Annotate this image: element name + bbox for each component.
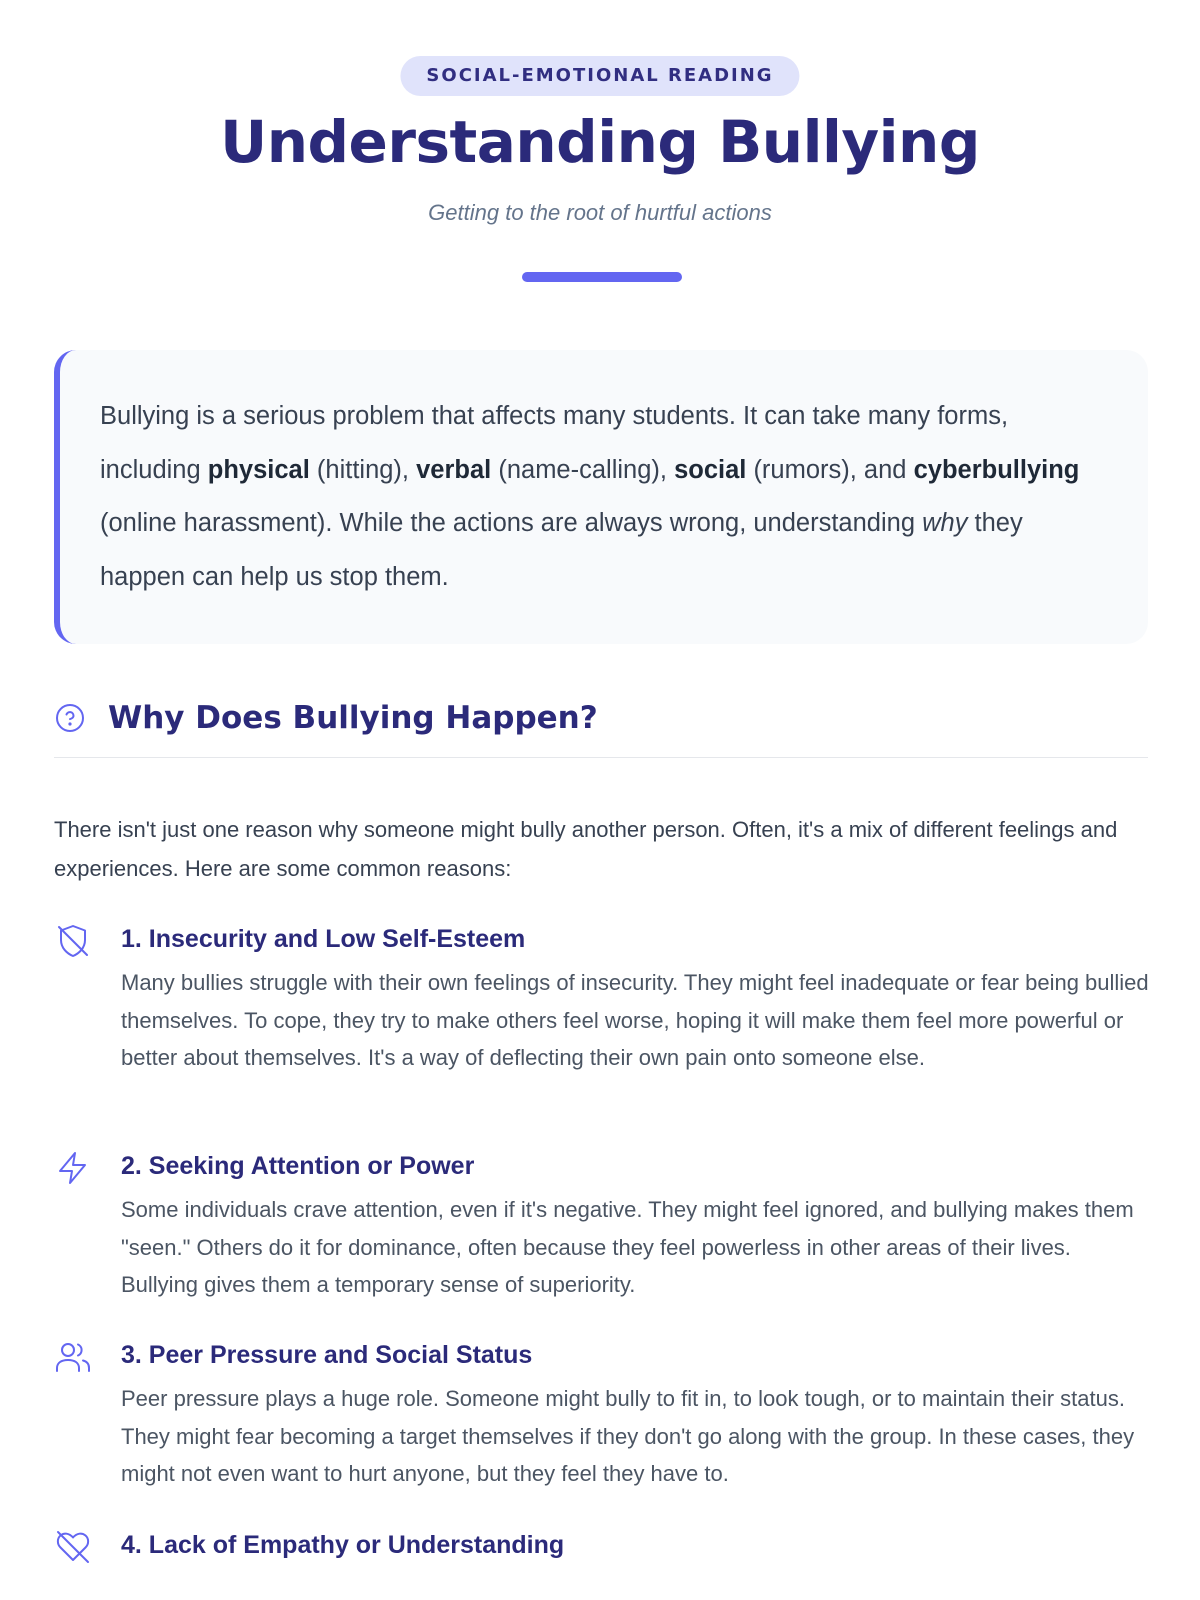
intro-term-cyberbullying: cyberbullying — [913, 455, 1080, 484]
intro-paragraph — [100, 390, 1108, 604]
section-lead-paragraph: There isn't just one reason why someone might bully another person. Often, it's a mix of different feelings and experiences. Here are some common reasons: — [54, 817, 1118, 881]
reason-text: Peer pressure plays a huge role. Someone might bully to fit in, to look tough, or to maintain their status. They might fear becoming a target themselves if they don't go along with the group. In these cases, they might not even want to hurt anyone, but they feel they have to. — [121, 1386, 1135, 1486]
intro-emphasis-why: why — [922, 509, 968, 537]
intro-text: Bullying is a serious problem that affects many students. It can take many forms, including — [100, 402, 1009, 484]
intro-text: they happen can help us stop them. — [100, 509, 1023, 591]
intro-term-verbal: verbal — [416, 455, 492, 484]
reason-title: 1. Insecurity and Low Self-Esteem — [121, 925, 526, 953]
reason-text: Many bullies struggle with their own feelings of insecurity. They might feel inadequate or fear being bullied themselves. To cope, they try to make others feel worse, hoping it will make them feel more powerful or better about themselves. It's a way of deflecting their own pain onto someone else. — [121, 970, 1149, 1070]
shield-off-icon — [54, 922, 92, 960]
intro-text: (hitting), — [309, 455, 417, 484]
heart-off-icon — [54, 1528, 92, 1566]
title-divider — [522, 272, 682, 282]
page-title: Understanding Bullying — [220, 108, 980, 176]
section-title: Why Does Bullying Happen? — [108, 700, 598, 736]
users-icon — [54, 1338, 92, 1376]
reason-text: Some individuals crave attention, even if it's negative. They might feel ignored, and bullying makes them "seen." Others do it for dominance, often because they feel powerless in other areas of their lives. Bullying gives them a temporary sense of superiority. — [121, 1197, 1134, 1297]
lightning-icon — [54, 1149, 92, 1187]
category-badge: SOCIAL-EMOTIONAL READING — [400, 56, 799, 96]
intro-callout — [54, 350, 1148, 644]
question-circle-icon — [54, 702, 86, 734]
intro-term-physical: physical — [207, 455, 310, 484]
reason-title: 3. Peer Pressure and Social Status — [121, 1341, 533, 1369]
intro-text: (rumors), and — [746, 455, 914, 484]
intro-term-social: social — [674, 455, 747, 484]
reason-title: 2. Seeking Attention or Power — [121, 1152, 475, 1180]
reason-title: 4. Lack of Empathy or Understanding — [121, 1531, 565, 1559]
intro-text: (online harassment). While the actions are always wrong, understanding — [100, 509, 923, 537]
page-subtitle: Getting to the root of hurtful actions — [428, 200, 772, 225]
intro-text: (name-calling), — [491, 455, 675, 484]
section-heading — [54, 700, 1148, 758]
